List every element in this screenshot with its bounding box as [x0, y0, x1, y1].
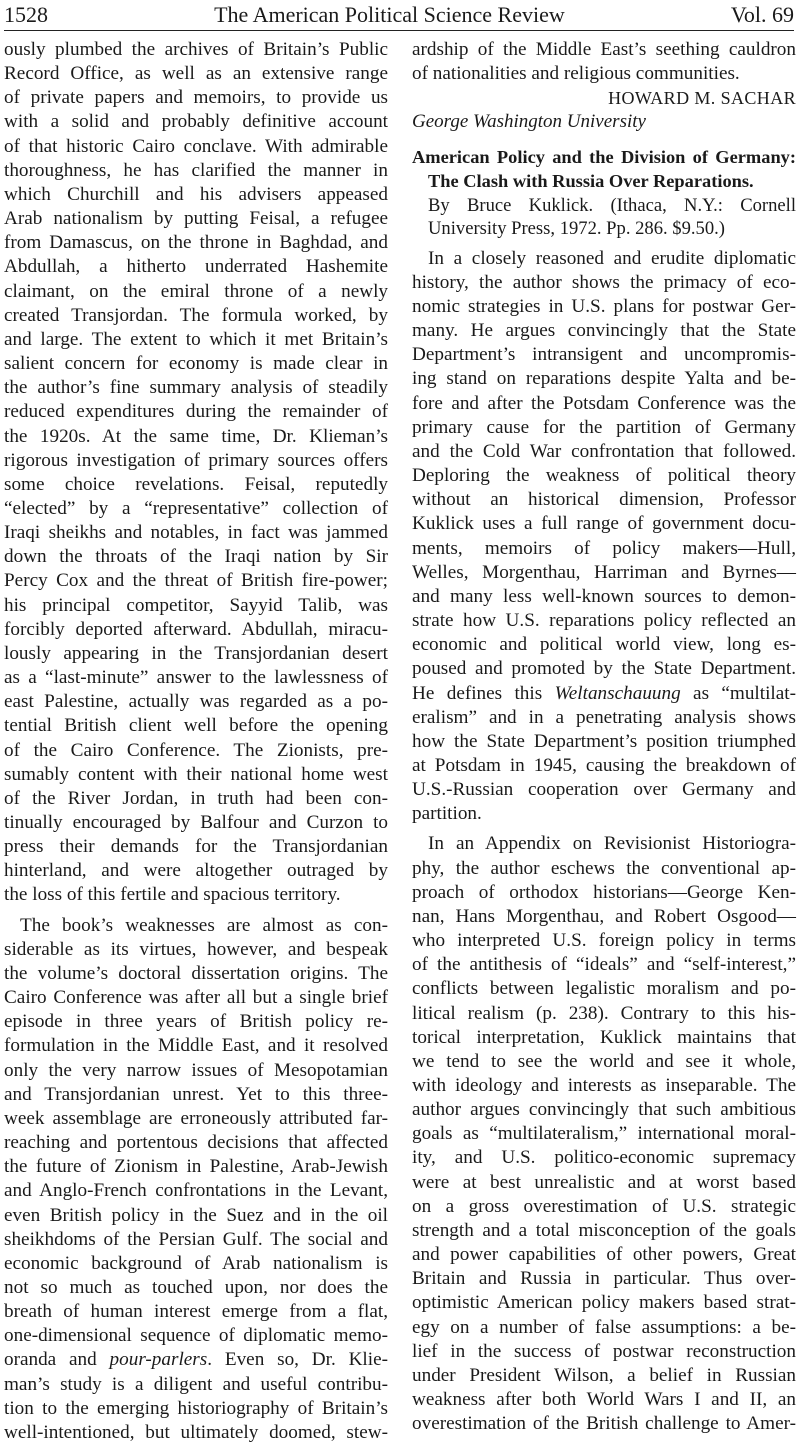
- text-line: Abdullah, a hitherto underrated Hashemite: [4, 256, 388, 278]
- text-line: forcibly deported afterward. Abdullah, miracu-: [4, 618, 388, 640]
- text-line: In an Appendix on Revisionist Historiogra-: [428, 833, 796, 855]
- reviewer-affiliation: George Washington University: [412, 111, 646, 133]
- text-line: nan, Hans Morgenthau, and Robert Osgood—: [412, 905, 796, 927]
- text-line: and many less well-known sources to demon-: [412, 585, 796, 607]
- text-line: ing stand on reparations despite Yalta and be-: [412, 368, 796, 390]
- text-line: [412, 682, 796, 706]
- right-paragraph-1: [412, 247, 796, 827]
- text-line: partition.: [412, 803, 482, 825]
- text-line: many. He argues convincingly that the State: [412, 320, 796, 342]
- text-line: east Palestine, actually was regarded as a po-: [4, 691, 388, 713]
- text-line: on a gross overestimation of U.S. strategic: [412, 1195, 796, 1217]
- text-line: economic background of Arab nationalism is: [4, 1252, 388, 1274]
- text-line: [4, 1348, 388, 1372]
- text-line: and Transjordanian unrest. Yet to this three-: [4, 1083, 388, 1105]
- text-line: Arab nationalism by putting Feisal, a refugee: [4, 208, 388, 230]
- text-line: primary cause for the partition of Germany: [412, 416, 796, 438]
- text-run: oranda and: [4, 1349, 110, 1371]
- bibliography-line: University Press, 1972. Pp. 286. $9.50.): [428, 218, 725, 240]
- text-line: ardship of the Middle East’s seething cauldron: [412, 39, 796, 60]
- text-line: breath of human interest emerge from a flat,: [4, 1301, 388, 1323]
- left-column: [4, 38, 388, 1445]
- journal-title: The American Political Science Review: [214, 2, 565, 27]
- text-line: claimant, on the emiral throne of a newly: [4, 280, 388, 302]
- text-line: and power capabilities of other powers, Great: [412, 1244, 796, 1266]
- text-line: week assemblage are erroneously attributed far-: [4, 1107, 388, 1129]
- text-line: economic and political world view, long es-: [412, 634, 796, 656]
- volume-number: Vol. 69: [730, 2, 794, 27]
- running-header: [4, 2, 794, 32]
- text-line: tinually encouraged by Balfour and Curzon to: [4, 812, 388, 833]
- text-line: with ideology and interests as inseparable. The: [412, 1075, 796, 1096]
- text-line: conflicts between legalistic moralism and po-: [412, 978, 796, 1000]
- text-line: and Anglo-French confrontations in the Levant,: [4, 1180, 388, 1202]
- bibliography-line: By Bruce Kuklick. (Ithaca, N.Y.: Cornell: [428, 194, 796, 216]
- text-line: proach of orthodox historians—George Ken-: [412, 881, 796, 903]
- text-line: sumably content with their national home west: [4, 763, 388, 785]
- text-line: as a “last-minute” answer to the lawlessness of: [4, 667, 388, 689]
- text-line: of that historic Cairo conclave. With admirable: [4, 135, 388, 157]
- text-line: under President Wilson, a belief in Russian: [412, 1364, 796, 1386]
- right-column: [412, 38, 796, 1436]
- right-paragraph-2: [412, 832, 796, 1436]
- text-line: Percy Cox and the threat of British fire-power;: [4, 570, 388, 592]
- right-intro: [412, 38, 796, 86]
- text-line: sheikhdoms of the Persian Gulf. The social and: [4, 1228, 388, 1250]
- left-paragraph-2: [4, 914, 388, 1445]
- text-line: ity, and U.S. politico-economic supremacy: [412, 1147, 796, 1169]
- text-line: poused and promoted by the State Department.: [412, 658, 796, 680]
- text-line: not so much as touched upon, nor does the: [4, 1276, 388, 1298]
- text-line: one-dimensional sequence of diplomatic memo-: [4, 1325, 388, 1347]
- text-run: as “multilat-: [680, 682, 796, 704]
- text-line: at Potsdam in 1945, causing the breakdown of: [412, 754, 796, 776]
- text-line: of the River Jordan, in truth had been con-: [4, 787, 388, 809]
- text-line: how the State Department’s position triumphed: [412, 730, 796, 752]
- text-line: some choice revelations. Feisal, reputedly: [4, 473, 388, 495]
- text-line: tion to the emerging historiography of Britain’s: [4, 1397, 388, 1419]
- text-line: Department’s intransigent and uncompromis-: [412, 344, 796, 366]
- text-line: were at best unrealistic and at worst based: [412, 1171, 796, 1193]
- text-line: his principal competitor, Sayyid Talib, was: [4, 594, 388, 616]
- reviewer-signature: HOWARD M. SACHAR: [608, 88, 796, 109]
- text-line: thoroughness, he has clarified the manner in: [4, 159, 388, 181]
- left-paragraph-1: [4, 38, 388, 908]
- text-line: the author’s fine summary analysis of steadily: [4, 377, 388, 399]
- text-line: even British policy in the Suez and in the oil: [4, 1204, 388, 1226]
- text-line: with a solid and probably definitive account: [4, 111, 388, 133]
- text-line: U.S.-Russian cooperation over Germany and: [412, 779, 796, 801]
- text-line: weakness after both World Wars I and II, an: [412, 1389, 796, 1411]
- review-title-line: The Clash with Russia Over Reparations.: [428, 170, 754, 191]
- text-line: the loss of this fertile and spacious territory.: [4, 884, 341, 906]
- text-line: phy, the author eschews the conventional ap-: [412, 857, 796, 879]
- text-line: lously appearing in the Transjordanian desert: [4, 642, 388, 664]
- text-line: Cairo Conference was after all but a single brief: [4, 987, 388, 1009]
- text-line: Britain and Russia in particular. Thus over-: [412, 1268, 796, 1290]
- text-line: of private papers and memoirs, to provide us: [4, 87, 388, 109]
- text-line: the future of Zionism in Palestine, Arab-Jewish: [4, 1156, 388, 1178]
- text-line: author argues convincingly that such ambitious: [412, 1099, 796, 1121]
- text-line: who interpreted U.S. foreign policy in terms: [412, 930, 796, 952]
- text-line: “elected” by a “representative” collection of: [4, 497, 388, 519]
- text-line: salient concern for economy is made clear in: [4, 353, 388, 375]
- text-line: Welles, Morgenthau, Harriman and Byrnes—: [412, 561, 796, 583]
- text-line: of the Cairo Conference. The Zionists, pre-: [4, 739, 388, 761]
- text-line: goals as “multilateralism,” international moral-: [412, 1123, 796, 1145]
- text-line: lief in the success of postwar reconstruction: [412, 1340, 796, 1362]
- text-line: and the Cold War confrontation that followed.: [412, 440, 796, 462]
- text-line: reduced expenditures during the remainder of: [4, 401, 388, 423]
- text-line: strength and a total misconception of the goals: [412, 1219, 796, 1241]
- text-line: siderable as its virtues, however, and bespeak: [4, 938, 388, 960]
- text-line: The book’s weaknesses are almost as con-: [20, 914, 388, 936]
- page-number: 1528: [4, 2, 48, 27]
- text-line: egy on a number of false assumptions: a be-: [412, 1316, 796, 1338]
- text-line: formulation in the Middle East, and it resolved: [4, 1035, 388, 1057]
- text-line: of nationalities and religious communities.: [412, 63, 740, 85]
- text-line: Deploring the weakness of political theory: [412, 465, 796, 487]
- text-line: fore and after the Potsdam Conference was the: [412, 392, 796, 414]
- text-line: man’s study is a diligent and useful contribu-: [4, 1373, 388, 1395]
- text-line: history, the author shows the primacy of eco-: [412, 271, 796, 293]
- text-line: Kuklick uses a full range of government docu-: [412, 513, 796, 535]
- text-line: press their demands for the Transjordanian: [4, 836, 388, 858]
- text-line: which Churchill and his advisers appeased: [4, 183, 388, 205]
- text-line: nomic strategies in U.S. plans for postwar Ger-: [412, 296, 796, 317]
- review-heading: [412, 146, 796, 240]
- text-line: episode in three years of British policy re-: [4, 1011, 388, 1033]
- text-line: from Damascus, on the throne in Baghdad, and: [4, 232, 388, 254]
- italic-term: Weltanschauung: [554, 682, 681, 704]
- text-run: . Even so, Dr. Klie-: [207, 1349, 388, 1371]
- review-title-line: American Policy and the Division of Germany:: [412, 147, 796, 168]
- text-line: Record Office, as well as an extensive range: [4, 63, 388, 85]
- text-line: reaching and portentous decisions that affected: [4, 1132, 388, 1154]
- text-run: He defines this: [412, 682, 555, 704]
- text-line: In a closely reasoned and erudite diplomatic: [428, 247, 796, 269]
- text-line: without an historical dimension, Professor: [412, 489, 796, 511]
- text-line: strate how U.S. reparations policy reflected an: [412, 610, 796, 632]
- text-line: well-intentioned, but ultimately doomed, stew-: [4, 1421, 388, 1443]
- text-line: and large. The extent to which it met Britain’s: [4, 328, 388, 350]
- text-line: tential British client well before the opening: [4, 715, 388, 737]
- text-line: Iraqi sheikhs and notables, in fact was jammed: [4, 522, 388, 544]
- text-line: down the throats of the Iraqi nation by Sir: [4, 546, 388, 568]
- text-line: we tend to see the world and see it whole,: [412, 1050, 796, 1072]
- text-line: the volume’s doctoral dissertation origins. The: [4, 962, 388, 984]
- text-line: torical interpretation, Kuklick maintains that: [412, 1026, 796, 1048]
- text-line: hinterland, and were altogether outraged by: [4, 860, 388, 882]
- text-line: of the antithesis of “ideals” and “self-interest,”: [412, 954, 796, 976]
- text-line: created Transjordan. The formula worked, by: [4, 304, 388, 326]
- header-rule: [4, 30, 794, 31]
- text-line: optimistic American policy makers based strat-: [412, 1292, 796, 1314]
- text-line: litical realism (p. 238). Contrary to this his-: [412, 1002, 796, 1024]
- text-line: overestimation of the British challenge to Amer-: [412, 1413, 796, 1435]
- text-line: ously plumbed the archives of Britain’s Public: [4, 39, 388, 60]
- text-line: only the very narrow issues of Mesopotamian: [4, 1059, 388, 1081]
- italic-term: pour-parlers: [109, 1349, 208, 1371]
- text-line: the 1920s. At the same time, Dr. Klieman’s: [4, 425, 388, 447]
- text-line: eralism” and in a penetrating analysis shows: [412, 706, 796, 728]
- text-line: rigorous investigation of primary sources offers: [4, 449, 388, 471]
- text-line: ments, memoirs of policy makers—Hull,: [412, 537, 796, 559]
